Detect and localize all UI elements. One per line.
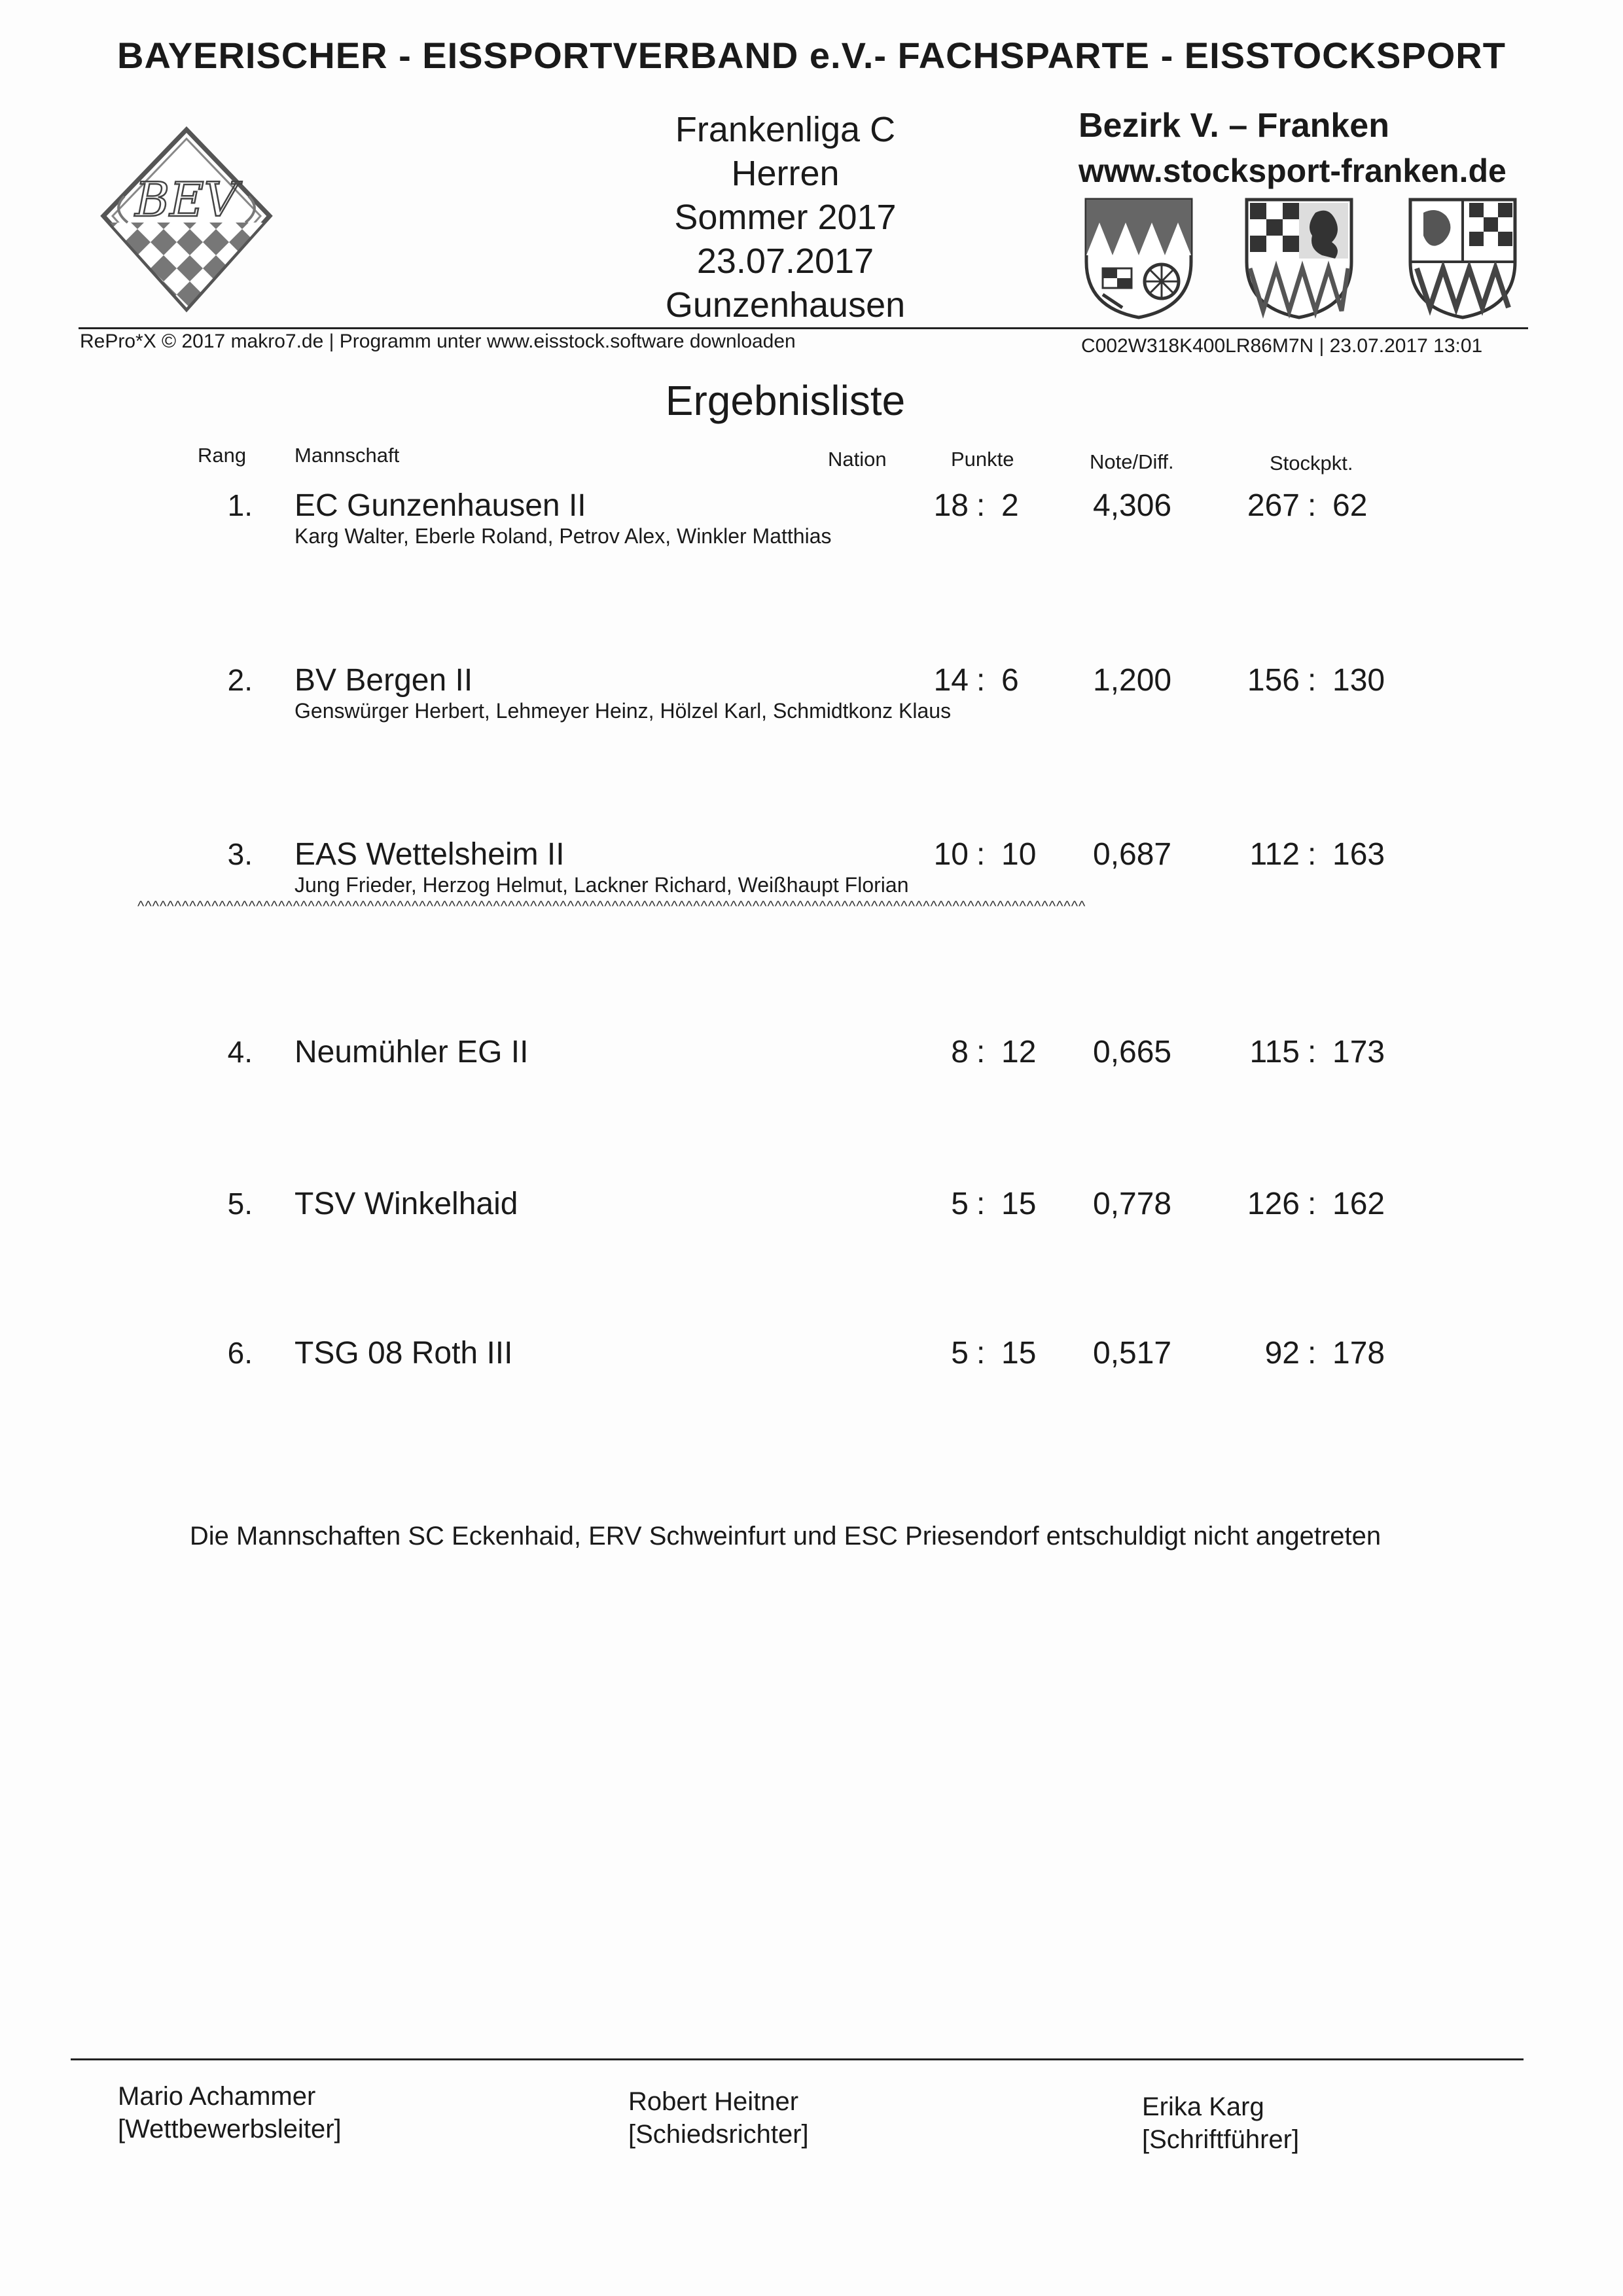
- table-row: [0, 662, 1623, 741]
- team-name: Neumühler EG II: [294, 1035, 529, 1069]
- stock-points-for: 267: [1247, 488, 1300, 523]
- col-header-note: Note/Diff.: [1090, 450, 1174, 473]
- signature-referee: [628, 2085, 809, 2151]
- federation-title: BAYERISCHER - EISSPORTVERBAND e.V.- FACHSPARTE - EISSTOCKSPORT: [117, 35, 1506, 76]
- stock-points-separator: :: [1308, 837, 1317, 872]
- stock-points-for: 156: [1247, 663, 1300, 698]
- stock-points-separator: :: [1308, 1336, 1317, 1371]
- stock-points-against: 130: [1332, 663, 1385, 698]
- points-separator: :: [976, 1035, 986, 1069]
- stock-points-against: 173: [1332, 1035, 1385, 1069]
- points-separator: :: [976, 488, 986, 523]
- signature-competition-manager: [118, 2080, 342, 2145]
- event-location: Gunzenhausen: [665, 285, 906, 325]
- note-diff: 4,306: [1093, 488, 1172, 523]
- team-name: EAS Wettelsheim II: [294, 837, 565, 872]
- stock-points-for: 112: [1249, 837, 1300, 872]
- qualification-separator: ^^^^^^^^^^^^^^^^^^^^^^^^^^^^^^^^^^^^^^^^^^^^^^^^^^^^^^^^^^^^^^^^^^^^^^^^^^^^^^^^^^^^^^^^^^^^^^^^^^^^^^^^^^^^^^^^^^^^^^^^^^^^^^^^: [137, 898, 1086, 914]
- team-players: Jung Frieder, Herzog Helmut, Lackner Richard, Weißhaupt Florian: [294, 873, 909, 897]
- points-won: 10: [933, 837, 969, 872]
- note-diff: 0,778: [1093, 1187, 1172, 1221]
- points-won: 18: [933, 488, 969, 523]
- rank: 2.: [227, 663, 253, 697]
- document-title: Ergebnisliste: [665, 377, 906, 424]
- event-date: 23.07.2017: [696, 242, 874, 281]
- col-header-points: Punkte: [951, 448, 1014, 471]
- stock-points-for: 126: [1247, 1187, 1300, 1221]
- stock-points-separator: :: [1308, 488, 1317, 523]
- signature-role: [Schriftführer]: [1142, 2125, 1300, 2154]
- signature-role: [Schiedsrichter]: [628, 2120, 809, 2149]
- signature-recorder: [1142, 2090, 1299, 2156]
- stock-points-separator: :: [1308, 663, 1317, 698]
- col-header-team: Mannschaft: [294, 444, 400, 467]
- note-diff: 0,517: [1093, 1336, 1172, 1371]
- points-separator: :: [976, 1187, 986, 1221]
- crest-oberfranken-icon: [1243, 196, 1355, 321]
- bezirk-title: Bezirk V. – Franken: [1079, 107, 1389, 145]
- note-diff: 1,200: [1093, 663, 1172, 698]
- points-won: 5: [951, 1187, 969, 1221]
- points-separator: :: [976, 663, 986, 698]
- points-separator: :: [976, 1336, 986, 1371]
- table-row: [0, 1335, 1623, 1414]
- code-line: C002W318K400LR86M7N | 23.07.2017 13:01: [1081, 335, 1483, 357]
- crest-unterfranken-icon: [1407, 196, 1518, 321]
- rank: 6.: [227, 1336, 253, 1370]
- signature-name: Robert Heitner: [628, 2087, 799, 2116]
- header-rule: [79, 327, 1528, 329]
- rank: 3.: [227, 837, 253, 871]
- points-lost: 15: [1001, 1336, 1037, 1371]
- bezirk-url: www.stocksport-franken.de: [1079, 152, 1507, 189]
- note-diff: 0,687: [1093, 837, 1172, 872]
- competition-info: [589, 108, 982, 327]
- table-row: [0, 1034, 1623, 1113]
- signature-role: [Wettbewerbsleiter]: [118, 2115, 342, 2144]
- category: Herren: [731, 154, 840, 193]
- bev-logo-icon: [98, 124, 275, 314]
- stock-points-for: 115: [1249, 1035, 1300, 1069]
- points-lost: 12: [1001, 1035, 1037, 1069]
- team-name: EC Gunzenhausen II: [294, 488, 586, 523]
- team-name: TSG 08 Roth III: [294, 1336, 513, 1371]
- table-row: [0, 1186, 1623, 1265]
- col-header-stockpunkte: Stockpkt.: [1270, 452, 1353, 475]
- points-lost: 2: [1001, 488, 1019, 523]
- points-separator: :: [976, 837, 986, 872]
- stock-points-against: 162: [1332, 1187, 1385, 1221]
- stock-points-against: 62: [1332, 488, 1368, 523]
- stock-points-for: 92: [1264, 1336, 1300, 1371]
- note-diff: 0,665: [1093, 1035, 1172, 1069]
- rank: 4.: [227, 1035, 253, 1069]
- table-row: [0, 488, 1623, 566]
- points-lost: 10: [1001, 837, 1037, 872]
- stock-points-against: 163: [1332, 837, 1385, 872]
- team-name: TSV Winkelhaid: [294, 1187, 518, 1221]
- signature-rule: [71, 2058, 1524, 2060]
- rank: 5.: [227, 1187, 253, 1221]
- signature-name: Erika Karg: [1142, 2092, 1264, 2121]
- program-line: RePro*X © 2017 makro7.de | Programm unter www.eisstock.software downloaden: [80, 331, 796, 352]
- col-header-nation: Nation: [828, 448, 887, 471]
- absent-teams-note: Die Mannschaften SC Eckenhaid, ERV Schweinfurt und ESC Priesendorf entschuldigt nicht angetreten: [189, 1522, 1382, 1551]
- points-won: 8: [951, 1035, 969, 1069]
- svg-text:BEV: BEV: [135, 172, 238, 227]
- team-name: BV Bergen II: [294, 663, 473, 698]
- col-header-rank: Rang: [198, 444, 247, 467]
- season: Sommer 2017: [674, 198, 897, 237]
- rank: 1.: [227, 488, 253, 522]
- points-lost: 15: [1001, 1187, 1037, 1221]
- stock-points-separator: :: [1308, 1035, 1317, 1069]
- points-lost: 6: [1001, 663, 1019, 698]
- stock-points-against: 178: [1332, 1336, 1385, 1371]
- points-won: 14: [933, 663, 969, 698]
- points-won: 5: [951, 1336, 969, 1371]
- stock-points-separator: :: [1308, 1187, 1317, 1221]
- signature-name: Mario Achammer: [118, 2082, 316, 2111]
- team-players: Genswürger Herbert, Lehmeyer Heinz, Hölzel Karl, Schmidtkonz Klaus: [294, 699, 952, 723]
- league-name: Frankenliga C: [675, 110, 896, 149]
- crest-mittelfranken-icon: [1083, 196, 1194, 321]
- team-players: Karg Walter, Eberle Roland, Petrov Alex, Winkler Matthias: [294, 524, 832, 548]
